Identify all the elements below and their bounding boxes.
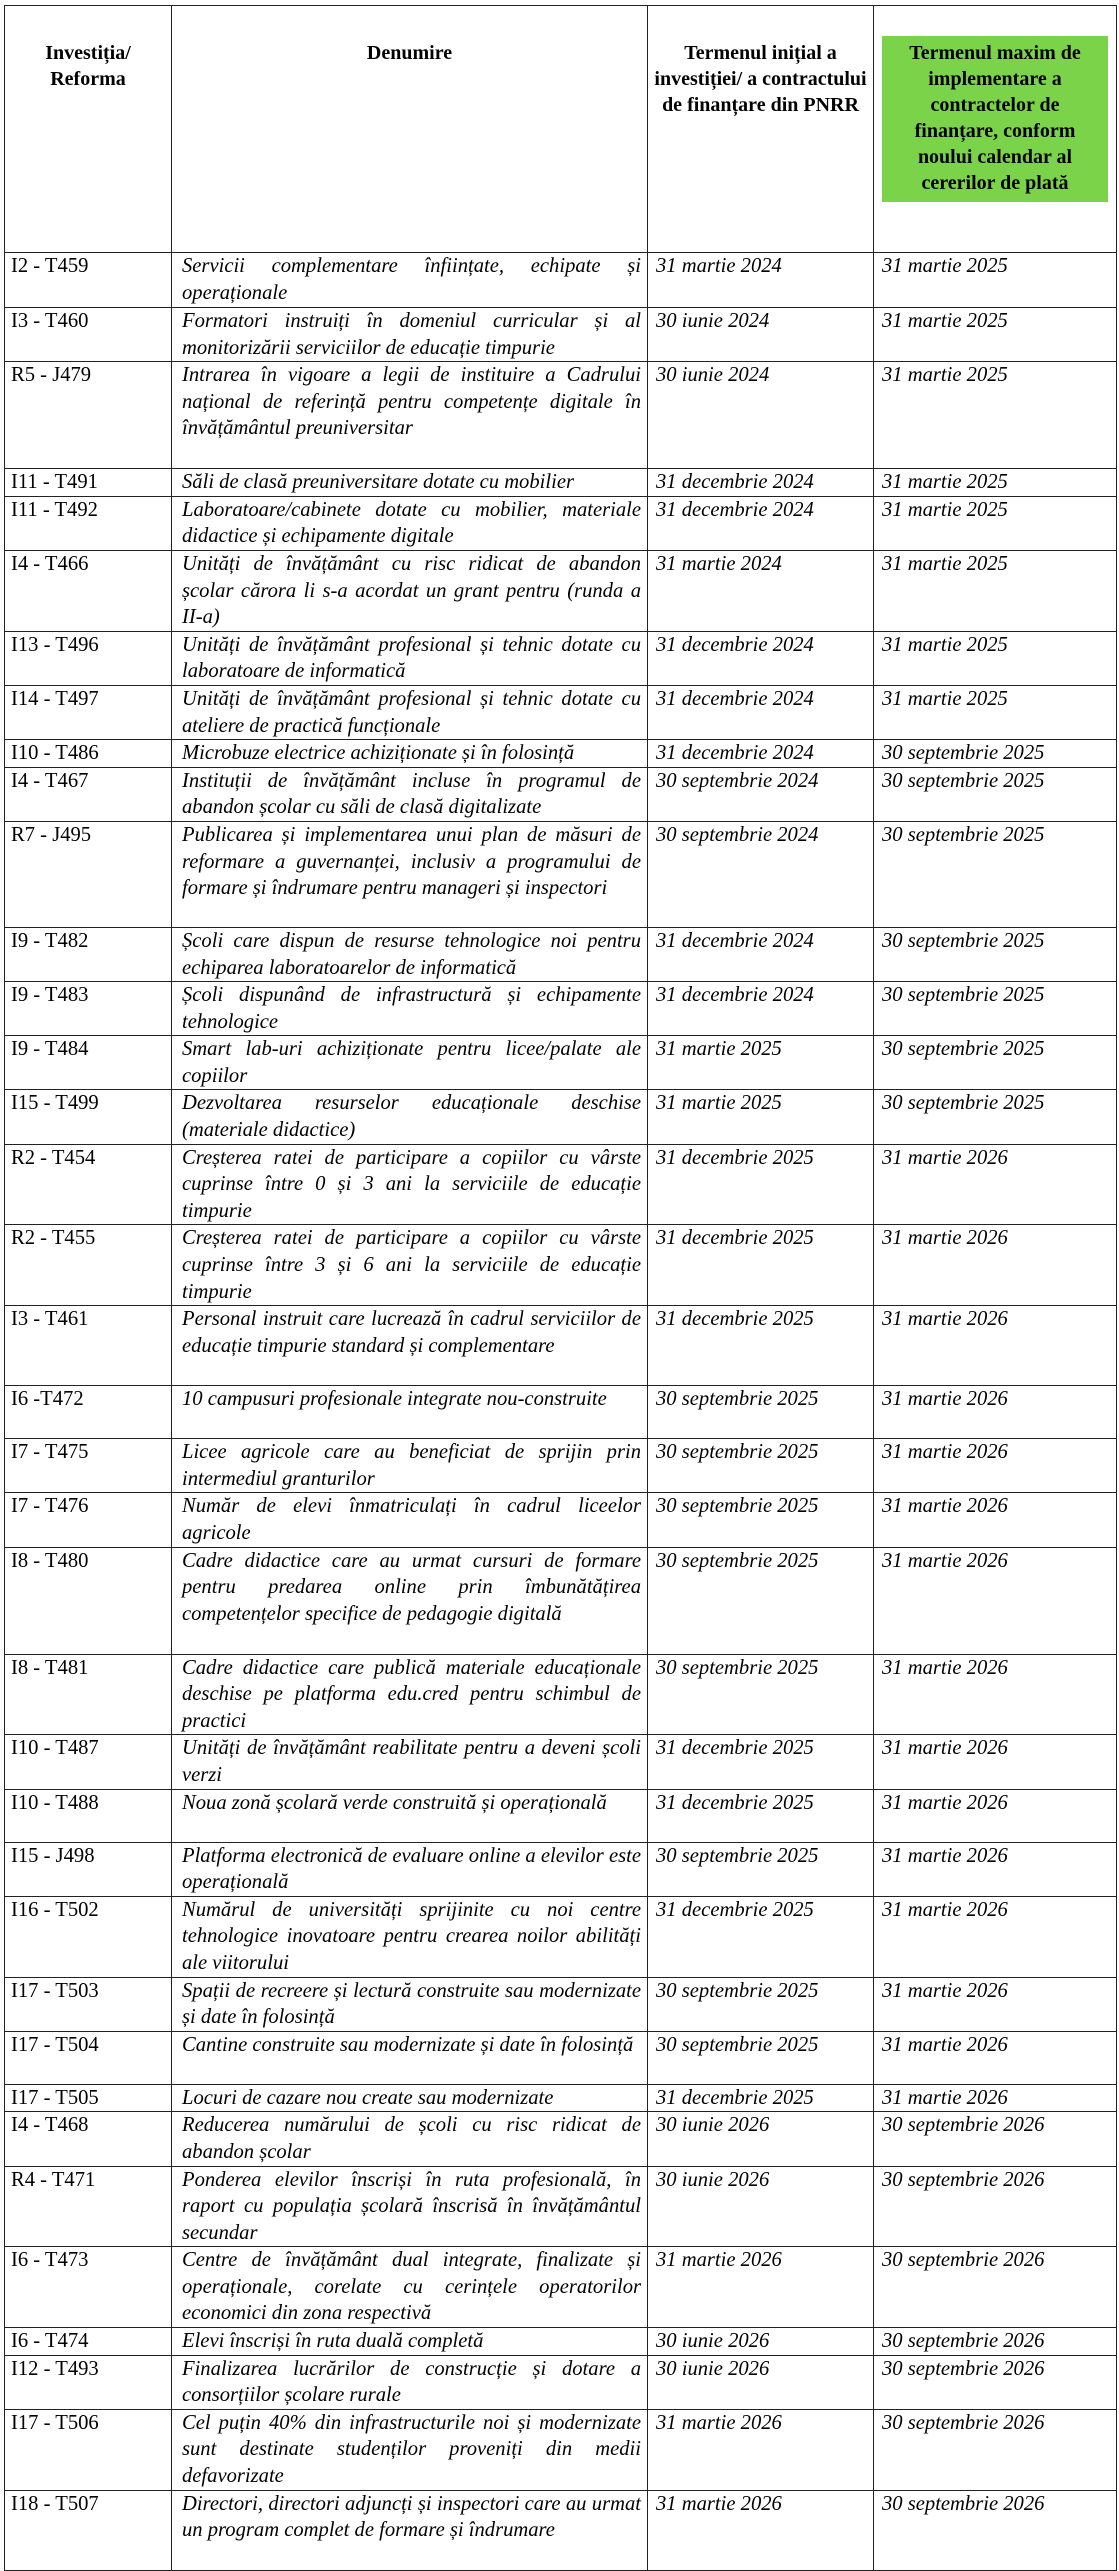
row-max-deadline: 31 martie 2026 (874, 1439, 1117, 1493)
row-max-deadline: 30 septembrie 2025 (874, 982, 1117, 1036)
row-max-deadline: 31 martie 2025 (874, 308, 1117, 362)
table-row (5, 2490, 1117, 2570)
row-name: Reducerea numărului de școli cu risc ridicat de abandon școlar (172, 2112, 648, 2166)
row-initial-deadline: 31 decembrie 2025 (648, 1306, 874, 1386)
row-initial-deadline: 31 decembrie 2024 (648, 685, 874, 739)
row-initial-deadline: 31 decembrie 2025 (648, 1225, 874, 1306)
table-row (5, 469, 1117, 497)
row-initial-deadline: 30 septembrie 2025 (648, 1547, 874, 1654)
row-name: Ponderea elevilor înscriși în ruta profesională, în raport cu populația școlară înscrisă în învățământul secundar (172, 2166, 648, 2247)
row-initial-deadline: 30 iunie 2024 (648, 362, 874, 469)
row-initial-deadline: 31 martie 2026 (648, 2247, 874, 2328)
row-initial-deadline: 30 septembrie 2025 (648, 1977, 874, 2031)
table-row (5, 496, 1117, 550)
table-row (5, 2166, 1117, 2247)
row-code: R2 - T455 (5, 1225, 172, 1306)
row-name: Instituții de învățământ incluse în programul de abandon școlar cu săli de clasă digitalizate (172, 767, 648, 821)
row-initial-deadline: 30 septembrie 2024 (648, 767, 874, 821)
row-max-deadline: 31 martie 2025 (874, 685, 1117, 739)
row-max-deadline: 31 martie 2026 (874, 1735, 1117, 1789)
table-row (5, 253, 1117, 308)
row-max-deadline: 31 martie 2025 (874, 362, 1117, 469)
table-row (5, 1090, 1117, 1144)
row-code: I4 - T468 (5, 2112, 172, 2166)
row-initial-deadline: 30 septembrie 2025 (648, 2031, 874, 2084)
table-row (5, 308, 1117, 362)
header-name: Denumire (172, 6, 648, 253)
row-initial-deadline: 31 martie 2024 (648, 253, 874, 308)
row-name: Număr de elevi înmatriculați în cadrul liceelor agricole (172, 1493, 648, 1547)
table-row (5, 927, 1117, 981)
row-name: Elevi înscriși în ruta duală completă (172, 2328, 648, 2356)
row-code: I9 - T483 (5, 982, 172, 1036)
deadlines-table (4, 5, 1117, 2571)
row-initial-deadline: 31 decembrie 2024 (648, 982, 874, 1036)
row-max-deadline: 30 septembrie 2026 (874, 2328, 1117, 2356)
row-max-deadline: 30 septembrie 2025 (874, 767, 1117, 821)
row-max-deadline: 30 septembrie 2026 (874, 2355, 1117, 2409)
row-name: Cantine construite sau modernizate și date în folosință (172, 2031, 648, 2084)
row-max-deadline: 31 martie 2026 (874, 1493, 1117, 1547)
table-row (5, 2112, 1117, 2166)
table-row (5, 631, 1117, 685)
row-initial-deadline: 31 martie 2025 (648, 1036, 874, 1090)
row-code: I4 - T466 (5, 550, 172, 631)
row-initial-deadline: 30 septembrie 2024 (648, 821, 874, 927)
row-code: I18 - T507 (5, 2490, 172, 2570)
row-name: Unități de învățământ profesional și tehnic dotate cu ateliere de practică funcționale (172, 685, 648, 739)
row-initial-deadline: 30 septembrie 2025 (648, 1842, 874, 1896)
row-code: I6 -T472 (5, 1386, 172, 1439)
row-code: I3 - T461 (5, 1306, 172, 1386)
table-row (5, 2409, 1117, 2490)
row-initial-deadline: 30 iunie 2026 (648, 2166, 874, 2247)
row-initial-deadline: 31 martie 2025 (648, 1090, 874, 1144)
row-max-deadline: 31 martie 2025 (874, 631, 1117, 685)
row-name: Creșterea ratei de participare a copiilor cu vârste cuprinse între 3 și 6 ani la serviciile de educație timpurie (172, 1225, 648, 1306)
row-initial-deadline: 31 decembrie 2025 (648, 2084, 874, 2112)
table-row (5, 2355, 1117, 2409)
table-row (5, 982, 1117, 1036)
row-code: I11 - T491 (5, 469, 172, 497)
table-row (5, 1977, 1117, 2031)
table-row (5, 2247, 1117, 2328)
row-max-deadline: 31 martie 2026 (874, 2031, 1117, 2084)
row-code: I10 - T486 (5, 740, 172, 768)
row-initial-deadline: 31 martie 2026 (648, 2409, 874, 2490)
row-max-deadline: 30 septembrie 2025 (874, 740, 1117, 768)
row-code: I9 - T484 (5, 1036, 172, 1090)
row-name: Microbuze electrice achiziționate și în folosință (172, 740, 648, 768)
row-max-deadline: 31 martie 2026 (874, 1789, 1117, 1842)
row-code: I17 - T504 (5, 2031, 172, 2084)
row-max-deadline: 31 martie 2025 (874, 550, 1117, 631)
row-max-deadline: 31 martie 2026 (874, 1977, 1117, 2031)
table-row (5, 1144, 1117, 1225)
table-row (5, 1735, 1117, 1789)
row-name: Cadre didactice care au urmat cursuri de formare pentru predarea online prin îmbunătățirea competențelor specifice de pedagogie digitală (172, 1547, 648, 1654)
row-name: 10 campusuri profesionale integrate nou-construite (172, 1386, 648, 1439)
row-max-deadline: 31 martie 2026 (874, 1306, 1117, 1386)
row-max-deadline: 31 martie 2025 (874, 253, 1117, 308)
row-name: Personal instruit care lucrează în cadrul serviciilor de educație timpurie standard și complementare (172, 1306, 648, 1386)
row-max-deadline: 30 septembrie 2026 (874, 2490, 1117, 2570)
row-name: Locuri de cazare nou create sau modernizate (172, 2084, 648, 2112)
row-max-deadline: 30 septembrie 2025 (874, 927, 1117, 981)
row-code: I4 - T467 (5, 767, 172, 821)
table-row (5, 550, 1117, 631)
header-investment: Investiția/ Reforma (5, 6, 172, 253)
row-initial-deadline: 31 decembrie 2025 (648, 1735, 874, 1789)
row-name: Formatori instruiți în domeniul curricular și al monitorizării serviciilor de educație timpurie (172, 308, 648, 362)
row-name: Centre de învățământ dual integrate, finalizate și operaționale, corelate cu cerințele operatorilor economici din zona respectivă (172, 2247, 648, 2328)
row-name: Cel puțin 40% din infrastructurile noi și modernizate sunt destinate studenților proveniți din medii defavorizate (172, 2409, 648, 2490)
row-code: I10 - T488 (5, 1789, 172, 1842)
row-name: Unități de învățământ profesional și tehnic dotate cu laboratoare de informatică (172, 631, 648, 685)
row-code: R7 - J495 (5, 821, 172, 927)
row-code: I11 - T492 (5, 496, 172, 550)
row-max-deadline: 30 septembrie 2026 (874, 2166, 1117, 2247)
row-name: Publicarea și implementarea unui plan de măsuri de reformare a guvernanței, inclusiv a programului de formare și îndrumare pentru manageri și inspectori (172, 821, 648, 927)
row-code: I8 - T480 (5, 1547, 172, 1654)
table-row (5, 1225, 1117, 1306)
row-code: I17 - T503 (5, 1977, 172, 2031)
row-name: Săli de clasă preuniversitare dotate cu mobilier (172, 469, 648, 497)
table-row (5, 1306, 1117, 1386)
row-code: I16 - T502 (5, 1896, 172, 1977)
table-row (5, 1439, 1117, 1493)
row-initial-deadline: 31 decembrie 2025 (648, 1789, 874, 1842)
row-code: I17 - T505 (5, 2084, 172, 2112)
row-name: Școli care dispun de resurse tehnologice noi pentru echiparea laboratoarelor de informatică (172, 927, 648, 981)
row-max-deadline: 31 martie 2026 (874, 1896, 1117, 1977)
table-row (5, 1789, 1117, 1842)
row-name: Unități de învățământ cu risc ridicat de abandon școlar cărora li s-a acordat un grant pentru (runda a II-a) (172, 550, 648, 631)
row-name: Licee agricole care au beneficiat de sprijin prin intermediul granturilor (172, 1439, 648, 1493)
header-max-deadline (874, 6, 1117, 253)
row-code: I10 - T487 (5, 1735, 172, 1789)
row-code: R4 - T471 (5, 2166, 172, 2247)
row-initial-deadline: 31 decembrie 2025 (648, 1144, 874, 1225)
row-code: I3 - T460 (5, 308, 172, 362)
table-row (5, 1654, 1117, 1735)
row-initial-deadline: 30 septembrie 2025 (648, 1654, 874, 1735)
row-code: I6 - T473 (5, 2247, 172, 2328)
row-name: Noua zonă școlară verde construită și operațională (172, 1789, 648, 1842)
row-max-deadline: 31 martie 2025 (874, 496, 1117, 550)
row-name: Directori, directori adjuncți și inspectori care au urmat un program complet de formare și îndrumare (172, 2490, 648, 2570)
table-row (5, 821, 1117, 927)
row-max-deadline: 30 septembrie 2025 (874, 821, 1117, 927)
row-max-deadline: 30 septembrie 2025 (874, 1090, 1117, 1144)
row-code: I17 - T506 (5, 2409, 172, 2490)
row-name: Finalizarea lucrărilor de construcție și dotare a consorțiilor școlare rurale (172, 2355, 648, 2409)
row-code: I7 - T476 (5, 1493, 172, 1547)
row-initial-deadline: 31 decembrie 2025 (648, 1896, 874, 1977)
table-row (5, 1386, 1117, 1439)
row-code: R2 - T454 (5, 1144, 172, 1225)
row-name: Spații de recreere și lectură construite sau modernizate și date în folosință (172, 1977, 648, 2031)
row-code: I15 - J498 (5, 1842, 172, 1896)
row-max-deadline: 31 martie 2026 (874, 1144, 1117, 1225)
row-initial-deadline: 31 decembrie 2024 (648, 496, 874, 550)
row-max-deadline: 31 martie 2026 (874, 1225, 1117, 1306)
table-row (5, 2084, 1117, 2112)
row-name: Unități de învățământ reabilitate pentru a deveni școli verzi (172, 1735, 648, 1789)
row-initial-deadline: 31 martie 2024 (648, 550, 874, 631)
row-code: I7 - T475 (5, 1439, 172, 1493)
row-initial-deadline: 31 decembrie 2024 (648, 631, 874, 685)
row-initial-deadline: 30 septembrie 2025 (648, 1439, 874, 1493)
row-code: I14 - T497 (5, 685, 172, 739)
row-name: Numărul de universități sprijinite cu noi centre tehnologice inovatoare pentru crearea noilor abilități ale viitorului (172, 1896, 648, 1977)
table-row (5, 2031, 1117, 2084)
row-initial-deadline: 31 decembrie 2024 (648, 927, 874, 981)
row-code: I13 - T496 (5, 631, 172, 685)
row-name: Platforma electronică de evaluare online a elevilor este operațională (172, 1842, 648, 1896)
row-initial-deadline: 30 iunie 2026 (648, 2355, 874, 2409)
row-name: Laboratoare/cabinete dotate cu mobilier, materiale didactice și echipamente digitale (172, 496, 648, 550)
row-name: Smart lab-uri achiziționate pentru licee/palate ale copiilor (172, 1036, 648, 1090)
table-row (5, 1493, 1117, 1547)
table-row (5, 362, 1117, 469)
row-max-deadline: 30 septembrie 2026 (874, 2112, 1117, 2166)
row-code: I12 - T493 (5, 2355, 172, 2409)
row-name: Servicii complementare înființate, echipate și operaționale (172, 253, 648, 308)
row-name: Cadre didactice care publică materiale educaționale deschise pe platforma edu.cred pentru schimbul de practici (172, 1654, 648, 1735)
row-max-deadline: 30 septembrie 2025 (874, 1036, 1117, 1090)
row-max-deadline: 31 martie 2026 (874, 1842, 1117, 1896)
row-initial-deadline: 30 septembrie 2025 (648, 1493, 874, 1547)
row-name: Intrarea în vigoare a legii de instituire a Cadrului național de referință pentru competențe digitale în învățământul preuniversitar (172, 362, 648, 469)
row-initial-deadline: 30 iunie 2026 (648, 2112, 874, 2166)
header-max-deadline-highlight: Termenul maxim de implementare a contractelor de finanțare, conform noului calendar al cererilor de plată (882, 36, 1108, 202)
row-initial-deadline: 31 martie 2026 (648, 2490, 874, 2570)
table-row (5, 2328, 1117, 2356)
table-row (5, 685, 1117, 739)
header-row (5, 6, 1117, 253)
table-row (5, 1547, 1117, 1654)
table-row (5, 767, 1117, 821)
header-initial-deadline: Termenul inițial a investiției/ a contractului de finanțare din PNRR (648, 6, 874, 253)
table-row (5, 1896, 1117, 1977)
row-initial-deadline: 30 septembrie 2025 (648, 1386, 874, 1439)
row-max-deadline: 31 martie 2025 (874, 469, 1117, 497)
row-initial-deadline: 30 iunie 2026 (648, 2328, 874, 2356)
row-initial-deadline: 31 decembrie 2024 (648, 740, 874, 768)
row-max-deadline: 31 martie 2026 (874, 1654, 1117, 1735)
table-row (5, 740, 1117, 768)
row-code: R5 - J479 (5, 362, 172, 469)
row-max-deadline: 31 martie 2026 (874, 1547, 1117, 1654)
table-row (5, 1842, 1117, 1896)
row-max-deadline: 31 martie 2026 (874, 2084, 1117, 2112)
row-code: I2 - T459 (5, 253, 172, 308)
row-initial-deadline: 30 iunie 2024 (648, 308, 874, 362)
row-max-deadline: 31 martie 2026 (874, 1386, 1117, 1439)
table-row (5, 1036, 1117, 1090)
row-code: I6 - T474 (5, 2328, 172, 2356)
row-code: I8 - T481 (5, 1654, 172, 1735)
row-name: Școli dispunând de infrastructură și echipamente tehnologice (172, 982, 648, 1036)
row-code: I9 - T482 (5, 927, 172, 981)
row-initial-deadline: 31 decembrie 2024 (648, 469, 874, 497)
row-code: I15 - T499 (5, 1090, 172, 1144)
row-name: Creșterea ratei de participare a copiilor cu vârste cuprinse între 0 și 3 ani la serviciile de educație timpurie (172, 1144, 648, 1225)
row-max-deadline: 30 septembrie 2026 (874, 2409, 1117, 2490)
row-max-deadline: 30 septembrie 2026 (874, 2247, 1117, 2328)
row-name: Dezvoltarea resurselor educaționale deschise (materiale didactice) (172, 1090, 648, 1144)
